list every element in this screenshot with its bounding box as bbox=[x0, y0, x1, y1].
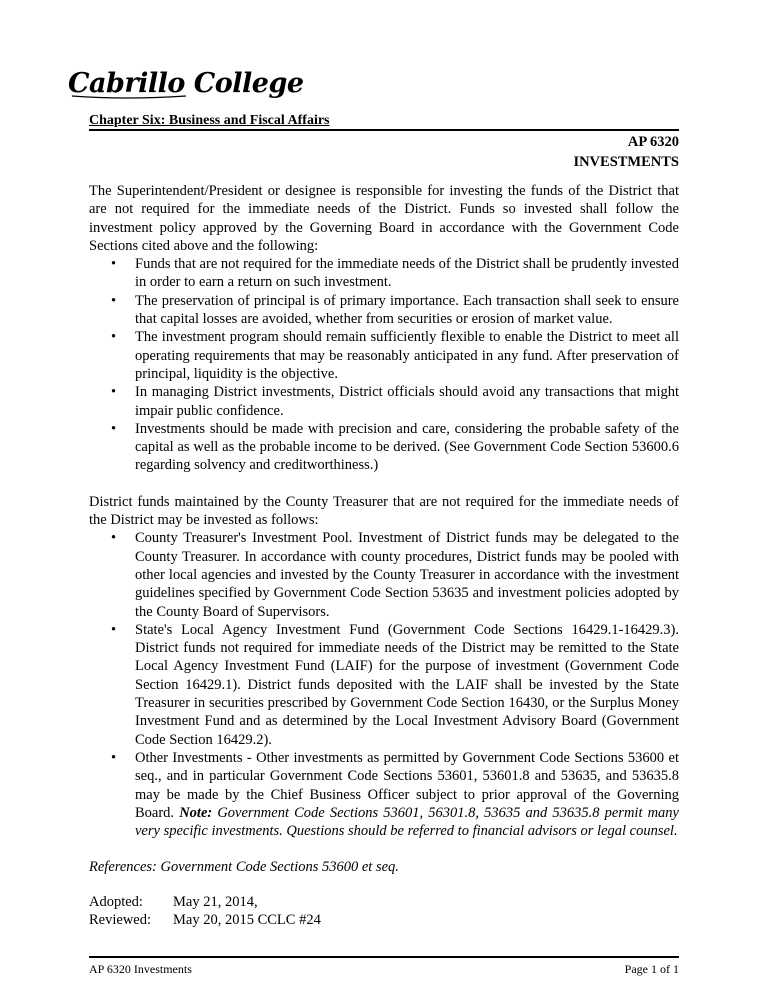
document-title: INVESTMENTS bbox=[573, 154, 679, 170]
reviewed-label: Reviewed: bbox=[89, 911, 152, 928]
list-item: • County Treasurer's Investment Pool. Investment of District funds may be delegated to the County Treasurer. In accordance with county procedures, District funds may be pooled with other local agencies and invested by the County Treasurer in accordance with the investment guidelines specified by Government Code Section 53635 and investment policies adopted by the County Board of Supervisors. bbox=[111, 529, 679, 620]
note-text: Government Code Sections 53601, 56301.8, 53635 and 53635.8 permit many very specific investments. Questions should be referred to financial advisors or legal counsel. bbox=[135, 804, 679, 840]
adopted-label: Adopted: bbox=[89, 893, 143, 910]
investment-options-list bbox=[89, 529, 679, 840]
header-rule bbox=[89, 129, 679, 131]
adopted-value: May 21, 2014, bbox=[173, 893, 258, 910]
intro-paragraph: The Superintendent/President or designee is responsible for investing the funds of the District that are not required for the immediate needs of the District. Funds so invested shall follow the investment policy approved by the Governing Board in accordance with the Government Code Sections cited above and the following: bbox=[89, 183, 679, 254]
chapter-heading: Chapter Six: Business and Fiscal Affairs bbox=[89, 113, 330, 128]
list-item bbox=[111, 749, 679, 840]
svg-text:Cabrillo College: Cabrillo College bbox=[68, 68, 304, 99]
list-item: • Funds that are not required for the immediate needs of the District shall be prudently invested in order to earn a return on such investment. bbox=[111, 255, 679, 292]
county-funds-paragraph: District funds maintained by the County Treasurer that are not required for the immediate needs of the District may be invested as follows: bbox=[89, 493, 679, 529]
page-footer bbox=[89, 962, 679, 977]
list-item: • Investments should be made with precision and care, considering the probable safety of the capital as well as the probable income to be derived. (See Government Code Section 53600.6 regarding solvency and creditworthiness.) bbox=[111, 420, 679, 475]
page-number: Page 1 of 1 bbox=[624, 962, 679, 976]
list-item: • State's Local Agency Investment Fund (Government Code Sections 16429.1-16429.3). District funds not required for immediate needs of the District may be remitted to the State Local Agency Investment Fund (LAIF) for the purpose of investment (Government Code Section 16429.1). District funds deposited with the LAIF shall be invested by the State Treasurer in securities prescribed by Government Code Section 16430, or the Surplus Money Investment Fund and as determined by the Local Investment Advisory Board (Government Code Section 16429.2). bbox=[111, 621, 679, 749]
footer-document-name: AP 6320 Investments bbox=[89, 962, 192, 976]
adoption-history bbox=[89, 893, 679, 930]
document-code: AP 6320 bbox=[627, 134, 679, 150]
reviewed-value: May 20, 2015 CCLC #24 bbox=[173, 911, 321, 928]
references: References: Government Code Sections 53600 et seq. bbox=[89, 859, 399, 876]
note-label: Note: bbox=[179, 804, 213, 821]
investment-principles-list bbox=[89, 255, 679, 475]
other-investments-text: Other Investments - Other investments as permitted by Government Code Sections 53600 et seq., and in particular Government Code Sections 53601, 53601.8 and 53635, and 53635.8 may be made by the Chief Business Officer subject to prior approval of the Governing Board. bbox=[135, 749, 679, 821]
document-body bbox=[89, 182, 679, 929]
footer-rule bbox=[89, 956, 679, 958]
list-item: • In managing District investments, District officials should avoid any transactions that might impair public confidence. bbox=[111, 383, 679, 420]
list-item: • The investment program should remain sufficiently flexible to enable the District to meet all operating requirements that may be reasonably anticipated in any fund. After preservation of principal, liquidity is the objective. bbox=[111, 328, 679, 383]
document-header bbox=[573, 132, 679, 172]
list-item: • The preservation of principal is of primary importance. Each transaction shall seek to ensure that capital losses are avoided, whether from securities or erosion of market value. bbox=[111, 292, 679, 329]
cabrillo-college-logo bbox=[66, 56, 304, 114]
